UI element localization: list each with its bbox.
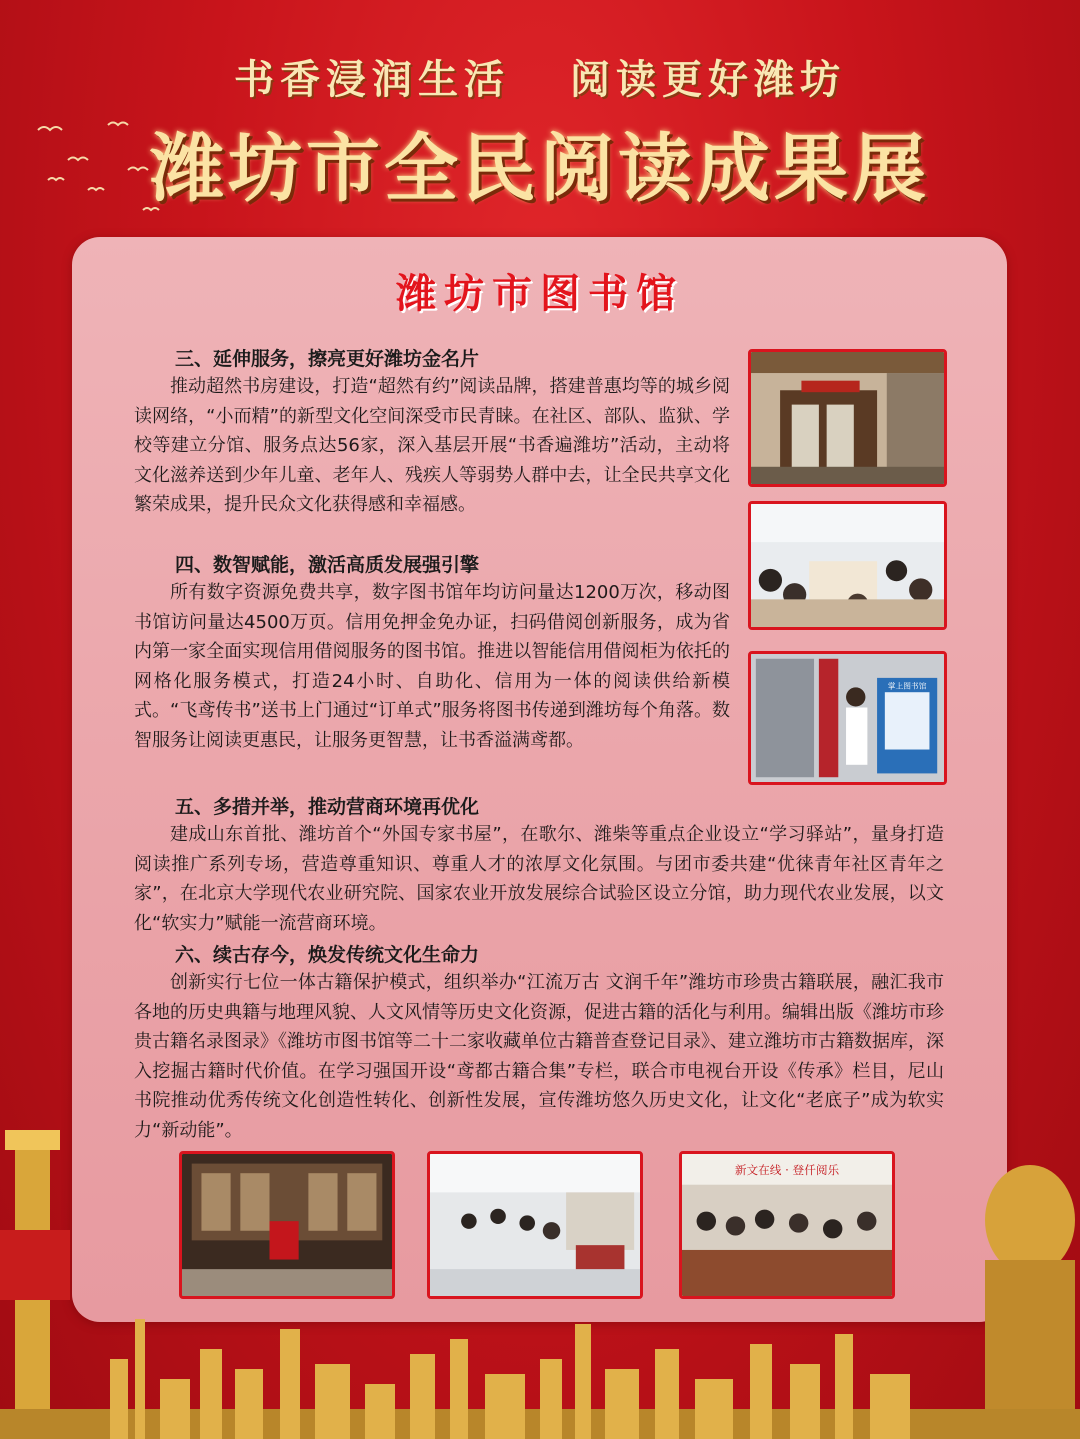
section-text-4: 所有数字资源免费共享，数字图书馆年均访问量达1200万次，移动图书馆访问量达4500万页。信用免押金免办证，扫码借阅创新服务，成为省内第一家全面实现信用借阅服务的图书馆。推进以智能信用借阅柜为依托的网格化服务模式，打造24小时、自助化、信用为一体的阅读供给新模式。“飞鸢传书”送书上门通过“订单式”服务将图书传递到潍坊每个角落。数智服务让阅读更惠民，让服务更智慧，让书香溢满鸢都。 [134, 582, 730, 751]
section-heading-6: 六、续古存今，焕发传统文化生命力 [175, 944, 480, 966]
section-text-6: 创新实行七位一体古籍保护模式，组织举办“江流万古 文润千年”潍坊市珍贵古籍联展，融汇我市各地的历史典籍与地理风貌、人文风情等历史文化资源，促进古籍的活化与利用。编辑出版《潍坊市珍贵古籍名录图录》《潍坊市图书馆等二十二家收藏单位古籍普查登记目录》、建立潍坊市古籍数据库，深入挖掘古籍时代价值。在学习强国开设“鸢都古籍合集”专栏，联合市电视台开设《传承》栏目，尼山书院推动优秀传统文化创造性转化、创新性发展，宣传潍坊悠久历史文化，让文化“老底子”成为软实力“新动能”。 [134, 972, 944, 1141]
photo-exhibition-hall [427, 1151, 643, 1299]
photo-reading-event [748, 501, 947, 630]
slogan-right: 阅读更好潍坊 [569, 56, 846, 103]
section-heading-3: 三、延伸服务，擦亮更好潍坊金名片 [175, 348, 480, 370]
section-heading-5: 五、多措并举，推动营商环境再优化 [175, 796, 480, 818]
photo-group-ceremony [179, 1151, 395, 1299]
photo-lecture-audience [679, 1151, 895, 1299]
photo-smart-book-kiosk [748, 651, 947, 785]
header-slogan [0, 48, 1080, 105]
section-heading-4: 四、数智赋能，激活高质发展强引擎 [175, 554, 480, 576]
lecture-banner: 新文在线 · 登仟阅乐 [734, 1163, 840, 1178]
page-title: 潍坊市全民阅读成果展 [150, 126, 930, 212]
section-text-3: 推动超然书房建设，打造“超然有约”阅读品牌，搭建普惠均等的城乡阅读网络，“小而精”的新型文化空间深受市民青睐。在社区、部队、监狱、学校等建立分馆、服务点达56家，深入基层开展“书香遍潍坊”活动，主动将文化滋养送到少年儿童、老年人、残疾人等弱势人群中去，让全民共享文化繁荣成果，提升民众文化获得感和幸福感。 [134, 376, 730, 515]
city-skyline-decoration [0, 1289, 1080, 1439]
photo-reading-room-entrance [748, 349, 947, 487]
section-text-5: 建成山东首批、潍坊首个“外国专家书屋”，在歌尔、潍柴等重点企业设立“学习驿站”，量身打造阅读推广系列专场，营造尊重知识、尊重人才的浓厚文化氛围。与团市委共建“优徕青年社区青年之家”，在北京大学现代农业研究院、国家农业开放发展综合试验区设立分馆，助力现代农业发展，以文化“软实力”赋能一流营商环境。 [134, 824, 944, 934]
kiosk-sign: 掌上图书馆 [887, 681, 927, 691]
slogan-left: 书香浸润生活 [234, 56, 511, 103]
panel-title: 潍坊市图书馆 [396, 270, 684, 317]
